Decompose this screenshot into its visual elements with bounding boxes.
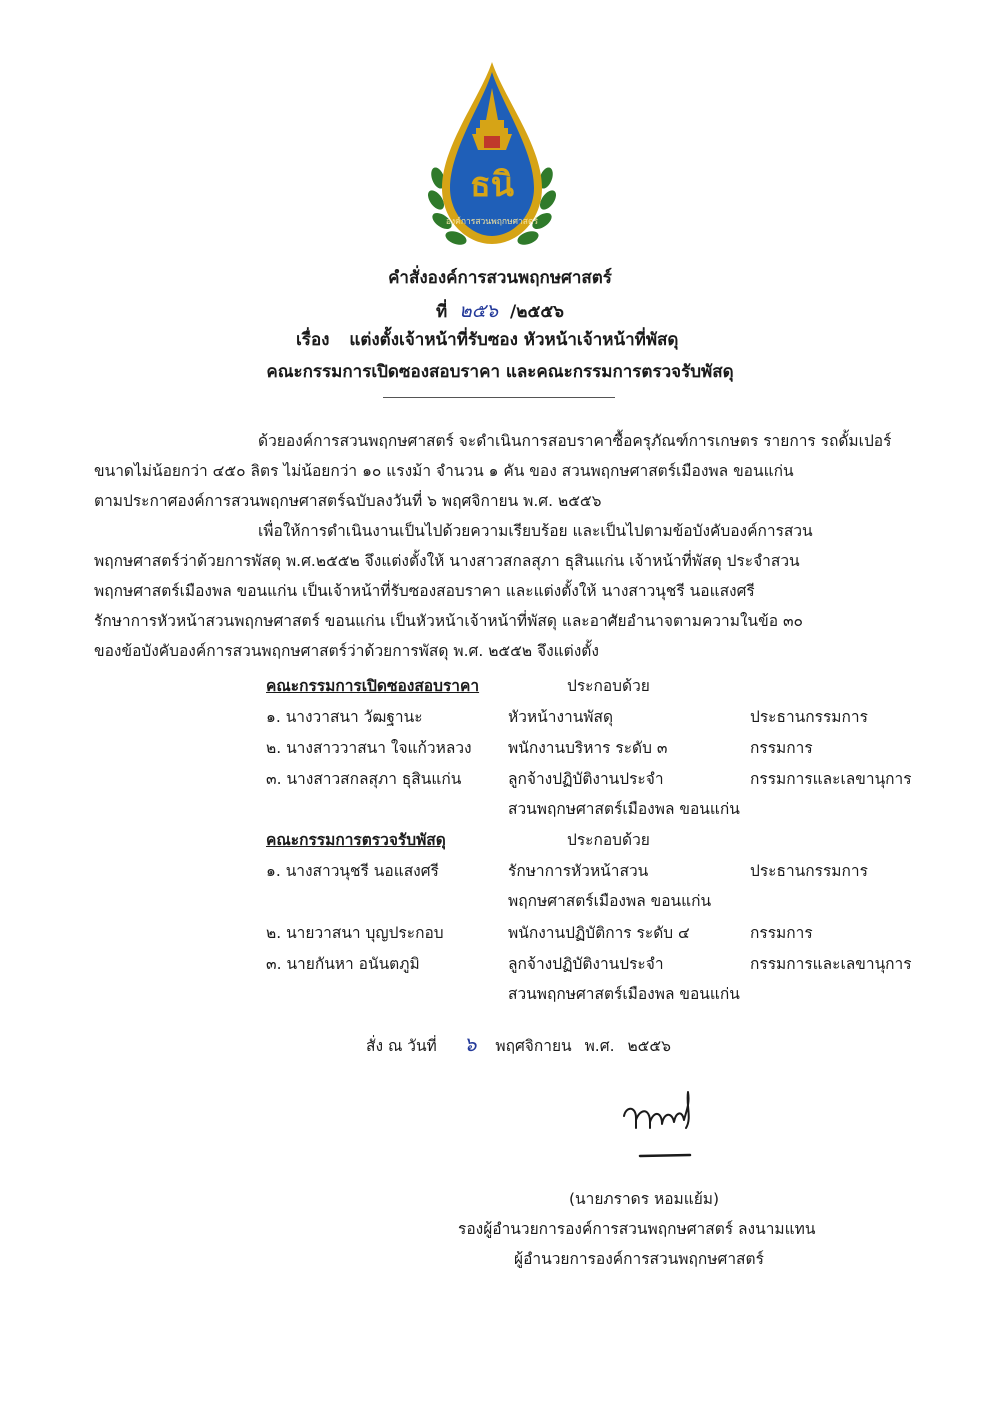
order-number-label: ที่: [436, 302, 448, 322]
committee2-member-1-position-2: พฤกษศาสตร์เมืองพล ขอนแก่น: [508, 892, 712, 910]
order-date-year-label: พ.ศ.: [584, 1037, 615, 1055]
logo-seal-text: องค์การสวนพฤกษศาสตร์: [445, 217, 539, 227]
committee2-member-1-position: รักษาการหัวหน้าสวน: [508, 862, 649, 880]
committee1-member-3-name: ๓. นางสาวสกลสุภา ธุสินแก่น: [266, 770, 462, 788]
committee1-member-2-position: พนักงานบริหาร ระดับ ๓: [508, 739, 668, 757]
committee1-member-2-name: ๒. นางสาววาสนา ใจแก้วหลวง: [266, 739, 472, 757]
committee1-member-3-role: กรรมการและเลขานุการ: [750, 770, 912, 788]
order-number-handwritten: ๒๕๖: [459, 300, 499, 322]
committee1-member-1-position: หัวหน้างานพัสดุ: [508, 708, 614, 726]
committee1-consist-label: ประกอบด้วย: [567, 677, 650, 695]
para1-line-2: ขนาดไม่น้อยกว่า ๔๕๐ ลิตร ไม่น้อยกว่า ๑๐ แรงม้า จำนวน ๑ คัน ของ สวนพฤกษศาสตร์เมืองพล ขอนแก่น: [94, 462, 794, 480]
committee2-member-2-name: ๒. นายวาสนา บุญประกอบ: [266, 924, 444, 942]
para2-line-2: พฤกษศาสตร์ว่าด้วยการพัสดุ พ.ศ.๒๕๕๒ จึงแต่งตั้งให้ นางสาวสกลสุภา ธุสินแก่น เจ้าหน้าที่พัสดุ ประจำสวน: [94, 552, 800, 570]
para1-line-3: ตามประกาศองค์การสวนพฤกษศาสตร์ฉบับลงวันที่ ๖ พฤศจิกายน พ.ศ. ๒๕๕๖: [94, 492, 602, 510]
committee1-member-1-role: ประธานกรรมการ: [750, 708, 868, 726]
subject-text-1: แต่งตั้งเจ้าหน้าที่รับซอง หัวหน้าเจ้าหน้าที่พัสดุ: [349, 330, 679, 350]
subject-line: [296, 326, 678, 353]
signatory-title-2: ผู้อำนวยการองค์การสวนพฤกษศาสตร์: [514, 1250, 764, 1268]
committee2-heading: คณะกรรมการตรวจรับพัสดุ: [266, 831, 446, 849]
committee2-member-3-name: ๓. นายกันหา อนันตภูมิ: [266, 955, 420, 973]
subject-text-2: คณะกรรมการเปิดซองสอบราคา และคณะกรรมการตรวจรับพัสดุ: [266, 362, 734, 382]
organization-logo: [428, 58, 556, 254]
para2-line-4: รักษาการหัวหน้าสวนพฤกษศาสตร์ ขอนแก่น เป็นหัวหน้าเจ้าหน้าที่พัสดุ และอาศัยอำนาจตามความในข้อ ๓๐: [94, 612, 803, 630]
order-number-line: [0, 296, 1000, 326]
committee2-member-3-role: กรรมการและเลขานุการ: [750, 955, 912, 973]
document-title: คำสั่งองค์การสวนพฤกษศาสตร์: [388, 268, 612, 288]
subject-label: เรื่อง: [296, 330, 330, 350]
para2-line-1: เพื่อให้การดำเนินงานเป็นไปด้วยความเรียบร้อย และเป็นไปตามข้อบังคับองค์การสวน: [258, 522, 813, 540]
committee2-member-3-position: ลูกจ้างปฏิบัติงานประจำ: [508, 955, 664, 973]
committee1-heading: คณะกรรมการเปิดซองสอบราคา: [266, 677, 480, 695]
para2-line-3: พฤกษศาสตร์เมืองพล ขอนแก่น เป็นเจ้าหน้าที่รับซองสอบราคา และแต่งตั้งให้ นางสาวนุชรี นอแสงศรี: [94, 582, 755, 600]
committee1-member-2-role: กรรมการ: [750, 739, 813, 757]
signatory-name: (นายภราดร หอมแย้ม): [569, 1190, 720, 1208]
order-date-day-handwritten: ๖: [463, 1032, 477, 1056]
header-divider: [383, 397, 615, 398]
order-date-line: [366, 1028, 679, 1060]
committee1-member-3-position-2: สวนพฤกษศาสตร์เมืองพล ขอนแก่น: [508, 800, 740, 818]
committee2-member-1-name: ๑. นางสาวนุชรี นอแสงศรี: [266, 862, 439, 880]
logo-monogram: ธนิ: [470, 165, 514, 205]
committee1-member-3-position: ลูกจ้างปฏิบัติงานประจำ: [508, 770, 664, 788]
order-date-prefix: สั่ง ณ วันที่: [366, 1037, 437, 1055]
signatory-title-1: รองผู้อำนวยการองค์การสวนพฤกษศาสตร์ ลงนามแทน: [458, 1220, 816, 1238]
committee2-member-1-role: ประธานกรรมการ: [750, 862, 868, 880]
para2-line-5: ของข้อบังคับองค์การสวนพฤกษศาสตร์ว่าด้วยการพัสดุ พ.ศ. ๒๕๕๒ จึงแต่งตั้ง: [94, 642, 599, 660]
order-date-year: ๒๕๕๖: [627, 1037, 671, 1055]
order-number-year: /๒๕๕๖: [510, 302, 564, 322]
committee2-member-2-role: กรรมการ: [750, 924, 813, 942]
committee2-consist-label: ประกอบด้วย: [567, 831, 650, 849]
handwritten-signature-icon: [616, 1082, 706, 1168]
committee1-member-1-name: ๑. นางวาสนา วัฒฐานะ: [266, 708, 423, 726]
committee2-member-3-position-2: สวนพฤกษศาสตร์เมืองพล ขอนแก่น: [508, 985, 740, 1003]
order-date-month: พฤศจิกายน: [495, 1037, 572, 1055]
para1-line-1: ด้วยองค์การสวนพฤกษศาสตร์ จะดำเนินการสอบราคาซื้อครุภัณฑ์การเกษตร รายการ รถดั้มเปอร์: [258, 432, 892, 450]
committee2-member-2-position: พนักงานปฏิบัติการ ระดับ ๔: [508, 924, 690, 942]
